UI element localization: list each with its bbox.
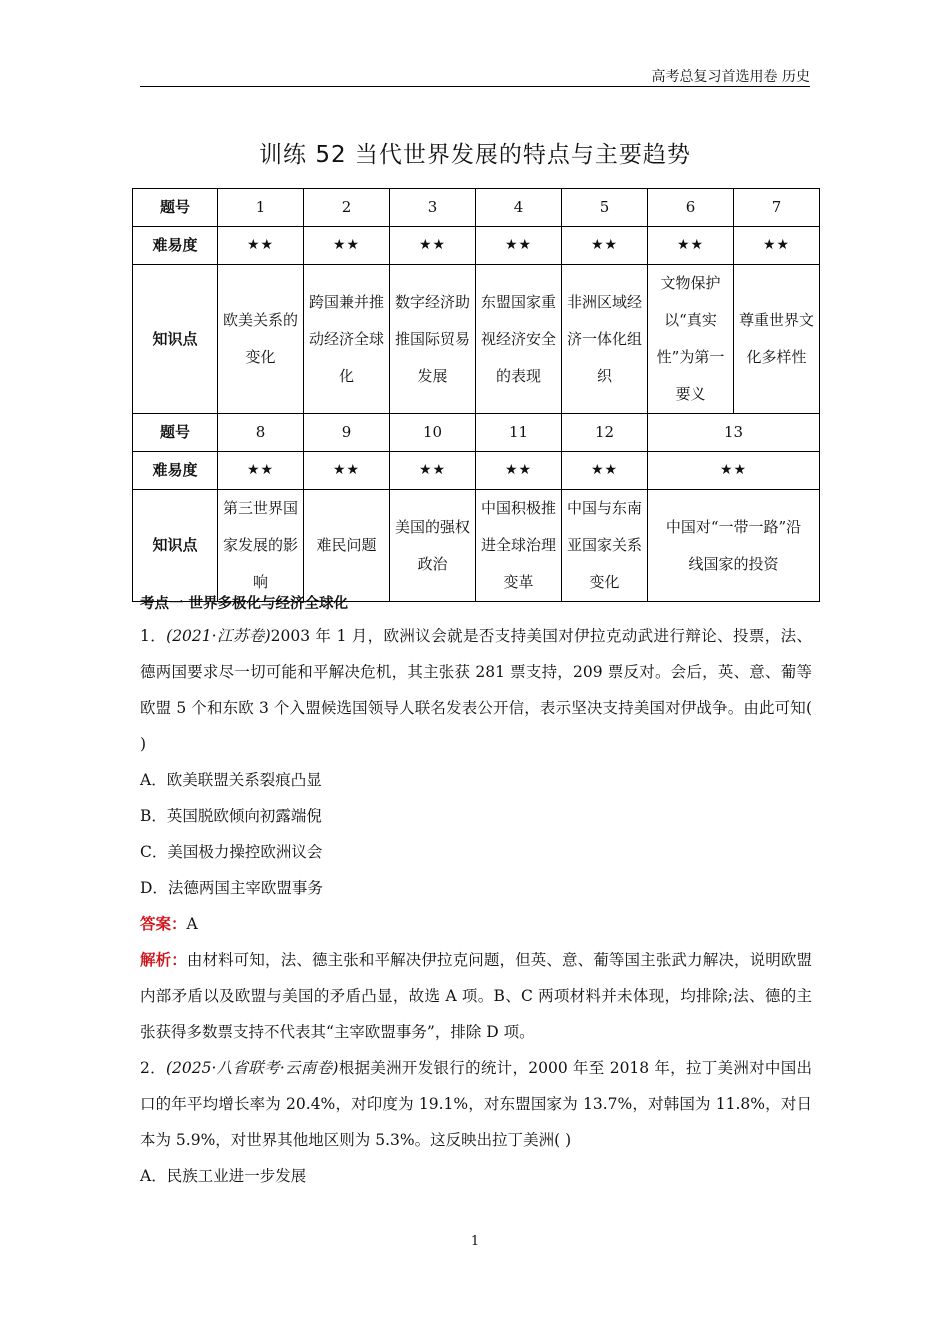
knowledge-point: 跨国兼并推动经济全球化: [304, 265, 390, 414]
table-cell: 9: [304, 414, 390, 452]
option: D．法德两国主宰欧盟事务: [140, 879, 323, 897]
page-title: 训练 52 当代世界发展的特点与主要趋势: [259, 142, 691, 168]
table-cell: 11: [476, 414, 562, 452]
knowledge-point: 数字经济助推国际贸易发展: [390, 265, 476, 414]
table-cell: 12: [562, 414, 648, 452]
knowledge-table: [132, 188, 820, 602]
knowledge-point: 美国的强权政治: [390, 490, 476, 602]
difficulty-stars: ★★: [218, 227, 304, 265]
difficulty-stars: ★★: [734, 227, 820, 265]
table-row: [133, 490, 820, 602]
question-text: 2003 年 1 月，欧洲议会就是否支持美国对伊拉克动武进行辩论、投票，法、德两国要求尽一切可能和平解决危机，其主张获 281 票支持，209 票反对。会后，英、意、葡等欧盟 5 个和东欧 3 个入盟候选国领导人联名发表公开信，表示坚决支持美国对伊战争。由此可知( ): [140, 627, 813, 753]
table-cell: 10: [390, 414, 476, 452]
knowledge-point: 第三世界国家发展的影响: [218, 490, 304, 602]
table-cell: 13: [648, 414, 820, 452]
table-cell: 2: [304, 189, 390, 227]
table-row: [133, 452, 820, 490]
difficulty-stars: ★★: [304, 452, 390, 490]
option: A．民族工业进一步发展: [140, 1167, 307, 1185]
knowledge-point: 难民问题: [304, 490, 390, 602]
analysis: [140, 942, 812, 1050]
question-source: (2021·江苏卷): [166, 627, 271, 645]
difficulty-stars: ★★: [218, 452, 304, 490]
knowledge-point: 文物保护以“真实性”为第一要义: [648, 265, 734, 414]
header-divider: [140, 86, 810, 87]
difficulty-stars: ★★: [476, 227, 562, 265]
question-text: 根据美洲开发银行的统计，2000 年至 2018 年，拉丁美洲对中国出口的年平均增长率为 20.4%，对印度为 19.1%，对东盟国家为 13.7%，对韩国为 11.8%，对日本为 5.9%，对世界其他地区则为 5.3%。这反映出拉丁美洲( ): [140, 1059, 812, 1149]
table-row: [133, 189, 820, 227]
knowledge-point: 中国积极推进全球治理变革: [476, 490, 562, 602]
row-label: 知识点: [133, 490, 218, 602]
table-row: [133, 414, 820, 452]
question-2-stem: [140, 1050, 812, 1158]
section-title: 考点一 世界多极化与经济全球化: [140, 596, 349, 612]
question-source: (2025·八省联考·云南卷): [165, 1059, 339, 1077]
knowledge-point: 东盟国家重视经济安全的表现: [476, 265, 562, 414]
difficulty-stars: ★★: [648, 452, 820, 490]
table-row: [133, 227, 820, 265]
question-content: [140, 590, 812, 1194]
table-row: [133, 265, 820, 414]
option: A．欧美联盟关系裂痕凸显: [140, 771, 322, 789]
question-number: 1．: [140, 627, 167, 645]
knowledge-point: 欧美关系的变化: [218, 265, 304, 414]
difficulty-stars: ★★: [562, 452, 648, 490]
knowledge-point: 中国对“一带一路”沿线国家的投资: [648, 490, 820, 602]
knowledge-point: 尊重世界文化多样性: [734, 265, 820, 414]
header-text: 高考总复习首选用卷 历史: [651, 69, 810, 85]
difficulty-stars: ★★: [390, 452, 476, 490]
option: B．英国脱欧倾向初露端倪: [140, 807, 322, 825]
row-label: 题号: [133, 189, 218, 227]
row-label: 难易度: [133, 227, 218, 265]
difficulty-stars: ★★: [390, 227, 476, 265]
table-cell: 5: [562, 189, 648, 227]
difficulty-stars: ★★: [562, 227, 648, 265]
table-cell: 6: [648, 189, 734, 227]
row-label: 题号: [133, 414, 218, 452]
table-cell: 1: [218, 189, 304, 227]
table-cell: 3: [390, 189, 476, 227]
question-number: 2．: [140, 1059, 166, 1077]
question-1-stem: [140, 618, 812, 762]
row-label: 难易度: [133, 452, 218, 490]
knowledge-point: 非洲区域经济一体化组织: [562, 265, 648, 414]
knowledge-point: 中国与东南亚国家关系变化: [562, 490, 648, 602]
analysis-text: 由材料可知，法、德主张和平解决伊拉克问题，但英、意、葡等国主张武力解决，说明欧盟内部矛盾以及欧盟与美国的矛盾凸显，故选 A 项。B、C 两项材料并未体现，均排除;法、德的主张获得多数票支持不代表其“主宰欧盟事务”，排除 D 项。: [140, 951, 812, 1041]
answer-value: A: [186, 915, 198, 933]
analysis-label: 解析：: [140, 951, 187, 969]
option: C．美国极力操控欧洲议会: [140, 843, 323, 861]
answer-label: 答案：: [140, 915, 187, 933]
difficulty-stars: ★★: [476, 452, 562, 490]
table-cell: 8: [218, 414, 304, 452]
difficulty-stars: ★★: [304, 227, 390, 265]
table-cell: 4: [476, 189, 562, 227]
row-label: 知识点: [133, 265, 218, 414]
table-cell: 7: [734, 189, 820, 227]
answer: [140, 906, 812, 942]
page-number: 1: [470, 1234, 480, 1249]
difficulty-stars: ★★: [648, 227, 734, 265]
